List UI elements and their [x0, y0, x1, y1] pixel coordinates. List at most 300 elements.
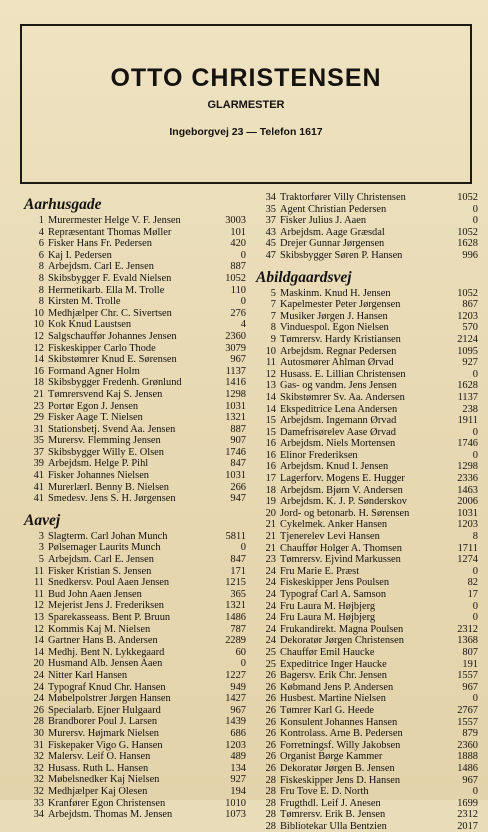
resident-name: Pølsemager Laurits Munch: [48, 542, 161, 554]
resident-entry: [256, 311, 478, 323]
resident-name: Fru Laura M. Højbjerg: [280, 612, 376, 624]
resident-name: Jord- og betonarb. H. Sørensen: [280, 507, 410, 519]
tax-amount: 967: [462, 774, 478, 786]
house-number: 11: [33, 588, 44, 600]
resident-name: Drejer Gunnar Jørgensen: [280, 238, 385, 250]
resident-entry: [256, 589, 478, 601]
house-number: 23: [33, 400, 44, 412]
house-number: 8: [38, 284, 44, 296]
tax-amount: 1416: [225, 377, 246, 389]
resident-entry: [256, 357, 478, 369]
house-number: 26: [265, 739, 276, 751]
house-number: 19: [265, 496, 276, 508]
resident-entry: [24, 412, 246, 424]
house-number: 25: [265, 646, 276, 658]
house-number: 28: [33, 716, 44, 728]
tax-amount: 0: [472, 786, 478, 798]
tax-amount: 927: [462, 357, 478, 369]
resident-name: Kapelmester Peter Jørgensen: [280, 299, 401, 311]
house-number: 39: [33, 458, 44, 470]
house-number: 26: [265, 751, 276, 763]
tax-amount: 0: [472, 368, 478, 380]
advertisement-box: [20, 24, 472, 184]
resident-name: Skibsbygger Fredenh. Grønlund: [48, 377, 182, 389]
house-number: 21: [265, 542, 276, 554]
tax-amount: 2767: [457, 704, 478, 716]
resident-entry: [24, 458, 246, 470]
house-number: 12: [265, 368, 276, 380]
house-number: 24: [265, 623, 276, 635]
resident-entry: [24, 809, 246, 821]
resident-entry: [24, 705, 246, 717]
tax-amount: 1031: [457, 507, 478, 519]
house-number: 26: [265, 704, 276, 716]
resident-entry: [256, 635, 478, 647]
resident-entry: [24, 577, 246, 589]
house-number: 24: [265, 600, 276, 612]
tax-amount: 194: [230, 785, 246, 797]
resident-name: Arbejdsm. Bjørn V. Andersen: [280, 484, 403, 496]
resident-entry: [256, 798, 478, 810]
house-number: 26: [265, 716, 276, 728]
house-number: 26: [265, 762, 276, 774]
resident-entry: [256, 404, 478, 416]
tax-amount: 996: [462, 249, 478, 261]
house-number: 12: [33, 623, 44, 635]
resident-entry: [24, 600, 246, 612]
resident-entry: [24, 658, 246, 670]
resident-name: Frugthdl. Leif J. Anesen: [280, 797, 381, 809]
tax-amount: 1746: [225, 446, 246, 458]
tax-amount: 1298: [225, 388, 246, 400]
resident-name: Fisker Johannes Nielsen: [48, 470, 150, 482]
resident-entry: [24, 354, 246, 366]
resident-entry: [256, 508, 478, 520]
resident-name: Nitter Karl Hansen: [48, 669, 128, 681]
house-number: 28: [265, 786, 276, 798]
resident-name: Husmand Alb. Jensen Aaen: [48, 658, 163, 670]
resident-name: Konsulent Johannes Hansen: [280, 716, 398, 728]
tax-amount: 0: [472, 612, 478, 624]
resident-entry: [24, 542, 246, 554]
tax-amount: 420: [230, 238, 246, 250]
house-number: 41: [33, 481, 44, 493]
tax-amount: 191: [462, 658, 478, 670]
resident-name: Malersv. Leif O. Hansen: [48, 751, 151, 763]
resident-name: Mejerist Jens J. Frederiksen: [48, 600, 165, 612]
house-number: 12: [33, 330, 44, 342]
tax-amount: 238: [462, 403, 478, 415]
house-number: 8: [38, 272, 44, 284]
house-number: 18: [265, 484, 276, 496]
resident-entry: [24, 482, 246, 494]
house-number: 8: [270, 322, 276, 334]
resident-entry: [24, 401, 246, 413]
tax-amount: 686: [230, 727, 246, 739]
resident-name: Lagerforv. Mogens E. Hugger: [280, 473, 405, 485]
resident-entry: [24, 647, 246, 659]
resident-name: Maskinm. Knud H. Jensen: [280, 287, 391, 299]
resident-name: Møbelsnedker Kaj Nielsen: [48, 774, 160, 786]
resident-name: Dekoratør Jørgen Christensen: [280, 635, 404, 647]
house-number: 23: [265, 554, 276, 566]
tax-amount: 110: [230, 284, 246, 296]
resident-entry: [24, 377, 246, 389]
right-column: [256, 192, 478, 832]
tax-amount: 1911: [457, 415, 478, 427]
resident-name: Fisker Julius J. Aaen: [280, 215, 367, 227]
resident-entry: [256, 647, 478, 659]
tax-amount: 0: [472, 565, 478, 577]
resident-entry: [256, 215, 478, 227]
house-number: 18: [33, 377, 44, 389]
house-number: 26: [265, 728, 276, 740]
resident-name: Snedkersv. Poul Aaen Jensen: [48, 577, 170, 589]
house-number: 8: [38, 296, 44, 308]
house-number: 26: [265, 681, 276, 693]
resident-entry: [256, 322, 478, 334]
resident-name: Bagersv. Erik Chr. Jensen: [280, 670, 387, 682]
resident-entry: [256, 809, 478, 821]
tax-amount: 1052: [225, 272, 246, 284]
resident-name: Arbejdsm. Niels Mortensen: [280, 438, 396, 450]
house-number: 11: [33, 565, 44, 577]
tax-amount: 907: [230, 435, 246, 447]
tax-amount: 1711: [457, 542, 478, 554]
house-number: 24: [265, 565, 276, 577]
resident-name: Møbelpolstrer Jørgen Hansen: [48, 693, 171, 705]
resident-name: Murermester Helge V. F. Jensen: [48, 215, 181, 226]
house-number: 11: [265, 357, 276, 369]
house-number: 32: [33, 751, 44, 763]
tax-amount: 2124: [457, 333, 478, 345]
resident-entry: [24, 319, 246, 331]
house-number: 13: [265, 380, 276, 392]
resident-entry: [256, 821, 478, 832]
tax-amount: 1073: [225, 809, 246, 821]
house-number: 31: [33, 423, 44, 435]
tax-amount: 0: [472, 426, 478, 438]
resident-name: Arbejdsm. Knud I. Jensen: [280, 461, 389, 473]
resident-entry: [24, 554, 246, 566]
house-number: 17: [265, 473, 276, 485]
resident-name: Kranfører Egon Christensen: [48, 797, 166, 809]
house-number: 9: [270, 333, 276, 345]
house-number: 41: [33, 470, 44, 482]
resident-entry: [24, 728, 246, 740]
resident-name: Tømrer Karl G. Heede: [280, 704, 375, 716]
house-number: 24: [265, 589, 276, 600]
resident-entry: [24, 763, 246, 775]
resident-entry: [256, 601, 478, 613]
advertiser-address: Ingeborgvej 23 — Telefon 1617: [169, 126, 323, 138]
house-number: 24: [33, 669, 44, 681]
tax-amount: 276: [230, 307, 246, 319]
resident-entry: [24, 366, 246, 378]
resident-name: Kontrolass. Arne B. Pedersen: [280, 728, 403, 740]
resident-name: Agent Christian Pedersen: [280, 203, 387, 215]
tax-amount: 0: [240, 249, 246, 261]
street-heading: Aarhusgade: [24, 196, 102, 213]
house-number: 14: [33, 354, 44, 366]
resident-name: Arbejdsm. Regnar Pedersen: [280, 345, 397, 357]
tax-amount: 2360: [225, 330, 246, 342]
resident-name: Repræsentant Thomas Møller: [48, 226, 172, 238]
resident-entry: [256, 473, 478, 485]
resident-entry: [256, 415, 478, 427]
resident-name: Arbejdsm. Thomas M. Jensen: [48, 809, 173, 821]
tax-amount: 489: [230, 751, 246, 763]
street-heading: Abildgaardsvej: [256, 268, 352, 286]
house-number: 21: [265, 531, 276, 543]
resident-entry: [256, 427, 478, 439]
tax-amount: 1095: [457, 345, 478, 357]
resident-name: Portør Egon J. Jensen: [48, 400, 139, 412]
resident-name: Skibstømrer Sv. Aa. Andersen: [280, 391, 405, 403]
tax-amount: 1628: [457, 380, 478, 392]
house-number: 37: [33, 446, 44, 458]
resident-entry: [24, 798, 246, 810]
resident-name: Bud John Aaen Jensen: [48, 588, 142, 600]
resident-entry: [24, 531, 246, 543]
house-number: 15: [265, 415, 276, 427]
resident-entry: [256, 659, 478, 671]
resident-entry: [24, 624, 246, 636]
resident-entry: [24, 389, 246, 401]
house-number: 47: [265, 249, 276, 261]
house-number: 33: [33, 797, 44, 809]
tax-amount: 1557: [457, 670, 478, 682]
house-number: 26: [265, 693, 276, 705]
resident-entry: [256, 763, 478, 775]
resident-name: Arbejdsm. Helge P. Pihl: [48, 458, 149, 470]
tax-amount: 5811: [225, 530, 246, 542]
tax-amount: 1321: [225, 412, 246, 424]
resident-name: Husbest. Martine Nielsen: [280, 693, 386, 705]
tax-amount: 3003: [225, 215, 246, 226]
tax-amount: 2336: [457, 473, 478, 485]
resident-entry: [256, 250, 478, 262]
resident-entry: [256, 693, 478, 705]
resident-name: Expeditrice Inger Haucke: [280, 658, 387, 670]
resident-entry: [256, 519, 478, 531]
tax-amount: 1052: [457, 287, 478, 299]
tax-amount: 1463: [457, 484, 478, 496]
resident-name: Smedesv. Jens S. H. Jørgensen: [48, 493, 176, 505]
house-number: 16: [33, 365, 44, 377]
resident-name: Stationsbetj. Svend Aa. Jensen: [48, 423, 176, 435]
tax-amount: 1298: [457, 461, 478, 473]
house-number: 12: [33, 342, 44, 354]
resident-name: Vinduespol. Egon Nielsen: [280, 322, 389, 334]
resident-name: Typograf Carl A. Samson: [280, 589, 387, 600]
resident-entry: [24, 238, 246, 250]
tax-amount: 1486: [225, 612, 246, 623]
tax-amount: 17: [467, 589, 478, 600]
tax-amount: 1888: [457, 751, 478, 763]
house-number: 4: [38, 226, 44, 238]
tax-amount: 2017: [457, 820, 478, 832]
resident-name: Gas- og vandm. Jens Jensen: [280, 380, 397, 392]
resident-name: Tømrersv. Erik B. Jensen: [280, 809, 386, 821]
tax-amount: 1203: [457, 310, 478, 322]
house-number: 14: [33, 635, 44, 647]
resident-entry: [24, 215, 246, 227]
resident-name: Gartner Hans B. Andersen: [48, 635, 158, 647]
tax-amount: 1274: [457, 554, 478, 566]
resident-entry: [24, 296, 246, 308]
tax-amount: 1699: [457, 797, 478, 809]
resident-name: Formand Agner Holm: [48, 365, 140, 377]
house-number: 7: [270, 299, 276, 311]
house-number: 24: [265, 635, 276, 647]
resident-entry: [24, 589, 246, 601]
house-number: 12: [33, 600, 44, 612]
resident-name: Damefrisørelev Aase Ørvad: [280, 426, 396, 438]
resident-name: Husass. E. Lillian Christensen: [280, 368, 406, 380]
left-column: [24, 192, 246, 821]
house-number: 24: [265, 577, 276, 589]
resident-name: Tømrersv. Hardy Kristiansen: [280, 333, 401, 345]
resident-entry: [256, 577, 478, 589]
resident-name: Hermetikarb. Ella M. Trolle: [48, 284, 165, 296]
resident-entry: [24, 285, 246, 297]
house-number: 35: [33, 435, 44, 447]
house-number: 16: [265, 449, 276, 461]
house-number: 24: [33, 693, 44, 705]
resident-entry: [24, 566, 246, 578]
resident-entry: [256, 612, 478, 624]
resident-name: Arbejdsm. Aage Græsdal: [280, 226, 385, 238]
resident-entry: [24, 343, 246, 355]
resident-entry: [256, 334, 478, 346]
tax-amount: 0: [472, 215, 478, 227]
advertiser-name: OTTO CHRISTENSEN: [110, 64, 382, 92]
tax-amount: 1203: [225, 739, 246, 751]
resident-name: Musiker Jørgen J. Hansen: [280, 310, 388, 322]
resident-entry: [256, 728, 478, 740]
resident-name: Skibsbygger F. Evald Nielsen: [48, 272, 172, 284]
tax-amount: 1628: [457, 238, 478, 250]
resident-entry: [24, 670, 246, 682]
tax-amount: 0: [472, 203, 478, 215]
house-number: 28: [265, 809, 276, 821]
tax-amount: 1486: [457, 762, 478, 774]
resident-entry: [24, 447, 246, 459]
resident-name: Cykelmek. Anker Hansen: [280, 519, 388, 531]
resident-name: Tømrersv. Ejvind Markussen: [280, 554, 401, 566]
house-number: 28: [265, 797, 276, 809]
resident-name: Fisker Aage T. Nielsen: [48, 412, 143, 424]
tax-amount: 2312: [457, 809, 478, 821]
resident-name: Arbejdsm. K. J. P. Sønderskov: [280, 496, 408, 508]
resident-name: Fisker Kristian S. Jensen: [48, 565, 152, 577]
resident-entry: [256, 299, 478, 311]
resident-entry: [24, 273, 246, 285]
house-number: 35: [265, 203, 276, 215]
resident-entry: [256, 346, 478, 358]
resident-name: Bibliotekar Ulla Bentzien: [280, 820, 387, 832]
tax-amount: 1215: [225, 577, 246, 589]
tax-amount: 570: [462, 322, 478, 334]
advertiser-trade: GLARMESTER: [207, 99, 285, 111]
resident-entry: [256, 717, 478, 729]
resident-entry: [24, 493, 246, 505]
tax-amount: 266: [230, 481, 246, 493]
house-number: 34: [265, 192, 276, 203]
resident-entry: [24, 751, 246, 763]
house-number: 14: [265, 403, 276, 415]
resident-name: Specialarb. Ejner Hulgaard: [48, 704, 161, 716]
tax-amount: 847: [230, 458, 246, 470]
resident-entry: [256, 192, 478, 204]
tax-amount: 1557: [457, 716, 478, 728]
resident-name: Typograf Knud Chr. Hansen: [48, 681, 166, 693]
resident-name: Købmand Jens P. Andersen: [280, 681, 394, 693]
house-number: 28: [265, 774, 276, 786]
resident-name: Slagterm. Carl Johan Munch: [48, 530, 168, 542]
house-number: 3: [38, 530, 44, 542]
tax-amount: 0: [472, 600, 478, 612]
tax-amount: 887: [230, 423, 246, 435]
resident-name: Kaj I. Pedersen: [48, 249, 112, 261]
resident-entry: [256, 554, 478, 566]
house-number: 32: [33, 785, 44, 797]
house-number: 10: [33, 319, 44, 331]
tax-amount: 1031: [225, 400, 246, 412]
resident-name: Skibsbygger Søren P. Hansen: [280, 249, 403, 261]
tax-amount: 1427: [225, 693, 246, 705]
resident-entry: [256, 392, 478, 404]
resident-entry: [24, 786, 246, 798]
resident-entry: [24, 612, 246, 624]
resident-entry: [24, 261, 246, 273]
tax-amount: 2360: [457, 739, 478, 751]
resident-entry: [24, 740, 246, 752]
tax-amount: 365: [230, 588, 246, 600]
resident-name: Murersv. Flemming Jensen: [48, 435, 161, 447]
resident-entry: [256, 438, 478, 450]
tax-amount: 807: [462, 646, 478, 658]
resident-entry: [256, 566, 478, 578]
resident-entry: [256, 624, 478, 636]
house-number: 24: [33, 681, 44, 693]
resident-name: Forretningsf. Willy Jakobsen: [280, 739, 401, 751]
resident-name: Traktorfører Villy Christensen: [280, 192, 406, 203]
house-number: 14: [265, 391, 276, 403]
tax-amount: 134: [230, 762, 246, 774]
house-number: 25: [265, 658, 276, 670]
resident-entry: [24, 308, 246, 320]
resident-name: Fiskeskipper Jens Poulsen: [280, 577, 390, 589]
house-number: 1: [38, 215, 44, 226]
tax-amount: 847: [230, 554, 246, 566]
house-number: 3: [38, 542, 44, 554]
house-number: 5: [270, 287, 276, 299]
tax-amount: 927: [230, 774, 246, 786]
house-number: 34: [33, 809, 44, 821]
tax-amount: 867: [462, 299, 478, 311]
resident-name: Murersv. Højmark Nielsen: [48, 727, 159, 739]
resident-name: Frukandirekt. Magna Poulsen: [280, 623, 404, 635]
house-number: 26: [265, 670, 276, 682]
tax-amount: 1052: [457, 192, 478, 203]
resident-name: Tjenerelev Levi Hansen: [280, 531, 380, 543]
tax-amount: 4: [240, 319, 246, 331]
resident-name: Brandborer Poul J. Larsen: [48, 716, 158, 728]
resident-name: Medhjælper Kaj Olesen: [48, 785, 148, 797]
resident-entry: [24, 716, 246, 728]
